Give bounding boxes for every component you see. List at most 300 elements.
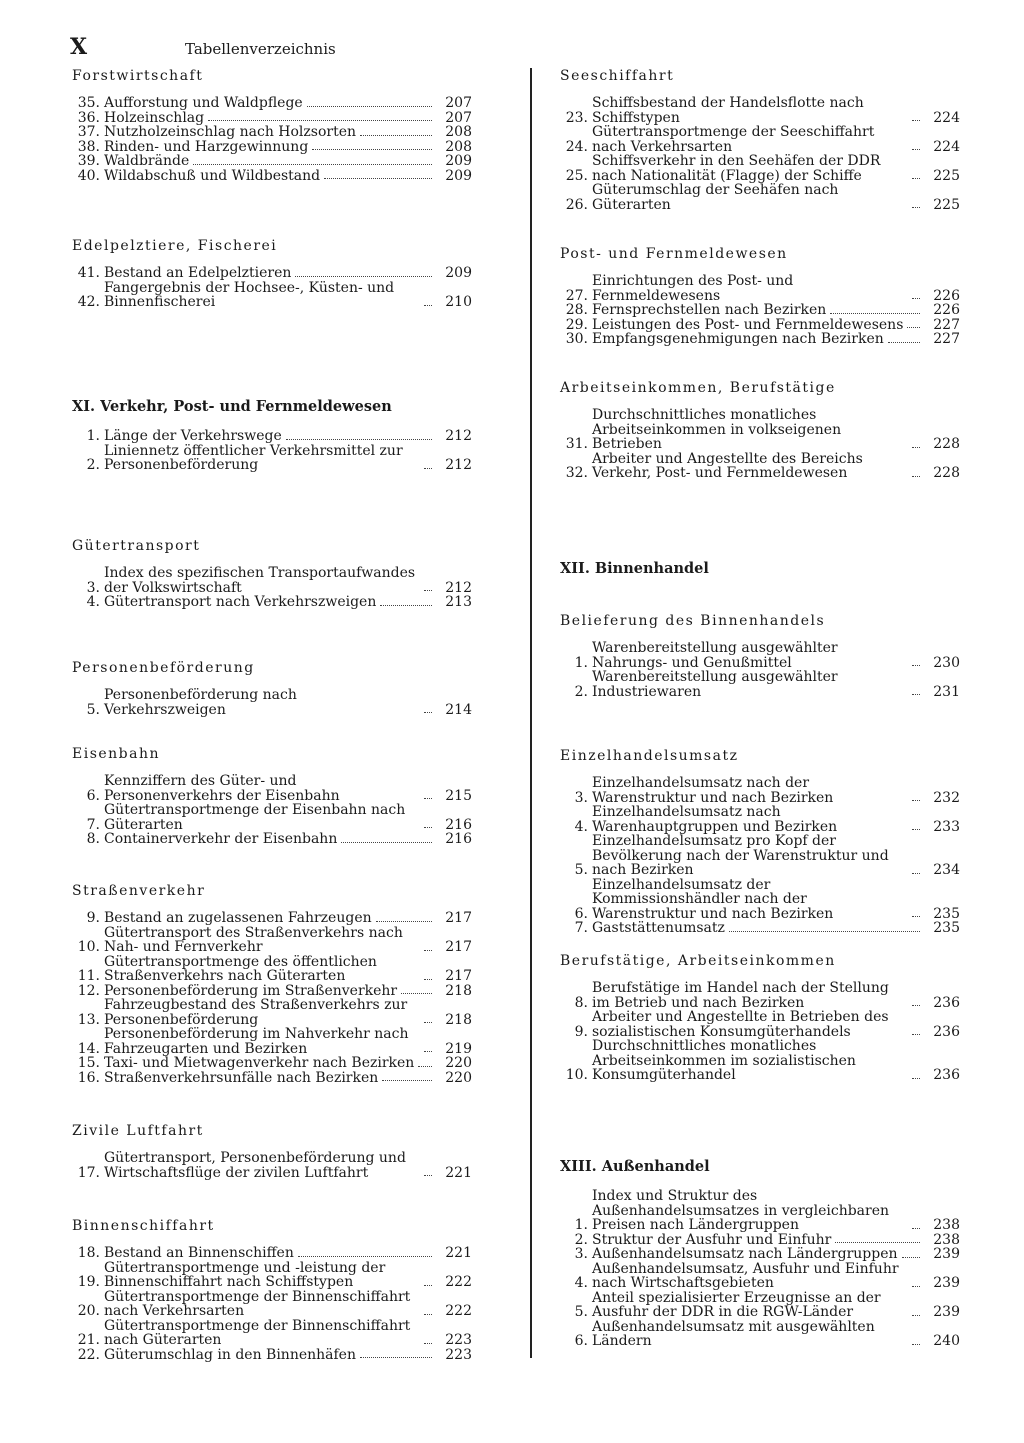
entry-number: 2. xyxy=(574,683,588,700)
entry-number: 3. xyxy=(86,579,100,596)
entry-number: 40. xyxy=(77,167,100,184)
entry-title: Waldbrände xyxy=(104,153,190,169)
entry-number: 12. xyxy=(77,982,100,999)
entry-number: 13. xyxy=(77,1011,100,1028)
entry-title: Taxi- und Mietwagenverkehr nach Bezirken xyxy=(104,1055,415,1071)
toc-section xyxy=(560,613,960,699)
entry-number: 21. xyxy=(77,1332,100,1348)
dot-leader xyxy=(424,1314,432,1315)
toc-entry[interactable] xyxy=(72,96,472,111)
dot-leader xyxy=(193,164,432,165)
entry-title: Einzelhandelsumsatz der Kommissionshändler nach der Warenstruktur und nach Bezirken xyxy=(592,878,908,922)
entry-title: Gütertransportmenge und -leistung der Binnenschiffahrt nach Schiffstypen xyxy=(104,1261,420,1290)
entry-number: 2. xyxy=(86,457,100,473)
toc-entry[interactable] xyxy=(72,566,472,595)
entry-number: 29. xyxy=(565,316,588,333)
dot-leader xyxy=(424,827,432,828)
entry-title: Containerverkehr der Eisenbahn xyxy=(104,831,338,847)
entry-page-number: 227 xyxy=(933,316,960,333)
toc-section xyxy=(72,238,472,310)
entry-title: Gütertransportmenge der Binnenschiffahrt nach Verkehrsarten xyxy=(104,1290,420,1319)
category-heading: Eisenbahn xyxy=(72,746,161,762)
entry-number: 5. xyxy=(574,1304,588,1320)
entry-title: Rinden- und Harzgewinnung xyxy=(104,138,309,155)
entry-page-number: 227 xyxy=(933,331,960,347)
toc-entry[interactable] xyxy=(72,444,472,473)
entry-title: Bestand an zugelassenen Fahrzeugen xyxy=(104,910,372,926)
entry-title: Einrichtungen des Post- und Fernmeldewesens xyxy=(592,274,908,303)
entry-number: 4. xyxy=(574,818,588,835)
entry-number: 6. xyxy=(574,1333,588,1349)
entry-title: Aufforstung und Waldpflege xyxy=(104,95,303,111)
dot-leader xyxy=(888,342,920,343)
dot-leader xyxy=(208,120,432,121)
toc-entry[interactable] xyxy=(72,832,472,847)
entry-title: Index des spezifischen Transportaufwandes der Volkswirtschaft xyxy=(104,566,420,595)
entry-number: 7. xyxy=(86,816,100,833)
entry-number: 3. xyxy=(574,789,588,806)
toc-entry[interactable] xyxy=(72,111,472,126)
toc-entry[interactable] xyxy=(560,776,960,805)
toc-entry[interactable] xyxy=(560,1233,960,1248)
dot-leader xyxy=(912,1078,920,1079)
entry-page-number: 236 xyxy=(933,1023,960,1040)
dot-leader xyxy=(341,842,432,843)
toc-section xyxy=(560,560,960,591)
entry-number: 1. xyxy=(86,428,100,444)
entry-title: Gütertransport, Personenbeförderung und Wirtschaftsflüge der zivilen Luftfahrt xyxy=(104,1151,420,1180)
dot-leader xyxy=(912,178,920,179)
entry-number: 17. xyxy=(77,1164,100,1181)
entry-page-number: 230 xyxy=(933,654,960,671)
entry-title: Gütertransportmenge der Binnenschiffahrt nach Güterarten xyxy=(104,1319,420,1348)
toc-entry[interactable] xyxy=(72,1261,472,1290)
entry-page-number: 222 xyxy=(445,1274,472,1290)
dot-leader xyxy=(424,1343,432,1344)
toc-entry[interactable] xyxy=(560,332,960,347)
entry-title: Anteil spezialisierter Erzeugnisse an der Ausfuhr der DDR in die RGW-Länder xyxy=(592,1291,908,1320)
entry-title: Index und Struktur des Außenhandelsumsatzes in vergleichbaren Preisen nach Ländergruppen xyxy=(592,1189,908,1233)
entry-page-number: 224 xyxy=(933,109,960,126)
toc-entry[interactable] xyxy=(560,1291,960,1320)
entry-number: 1. xyxy=(574,1217,588,1233)
toc-entry[interactable] xyxy=(560,183,960,212)
entry-number: 23. xyxy=(565,109,588,126)
entry-number: 19. xyxy=(77,1274,100,1290)
category-heading: Straßenverkehr xyxy=(72,883,206,899)
chapter-heading: XIII. Außenhandel xyxy=(560,1158,710,1175)
entry-page-number: 233 xyxy=(933,818,960,835)
entry-number: 35. xyxy=(77,95,100,111)
dot-leader xyxy=(424,468,432,469)
entry-page-number: 216 xyxy=(445,816,472,833)
entry-title: Gütertransportmenge der Seeschiffahrt nach Verkehrsarten xyxy=(592,125,908,154)
entry-title: Personenbeförderung im Straßenverkehr xyxy=(104,982,398,999)
entry-page-number: 228 xyxy=(933,465,960,481)
entry-page-number: 212 xyxy=(445,579,472,596)
entry-page-number: 228 xyxy=(933,436,960,452)
entry-number: 42. xyxy=(77,294,100,310)
toc-entry[interactable] xyxy=(72,688,472,717)
entry-page-number: 221 xyxy=(445,1245,472,1261)
entry-title: Güterumschlag in den Binnenhäfen xyxy=(104,1346,356,1363)
dot-leader xyxy=(912,1005,920,1006)
entry-title: Fangergebnis der Hochsee-, Küsten- und Binnenfischerei xyxy=(104,281,420,310)
entry-title: Bestand an Edelpelztieren xyxy=(104,265,292,281)
dot-leader xyxy=(907,327,920,328)
toc-entry[interactable] xyxy=(560,452,960,481)
toc-entry[interactable] xyxy=(560,1039,960,1083)
category-heading: Berufstätige, Arbeitseinkommen xyxy=(560,953,836,969)
entry-title: Personenbeförderung nach Verkehrszweigen xyxy=(104,688,420,717)
entry-page-number: 240 xyxy=(933,1333,960,1349)
entry-number: 25. xyxy=(565,167,588,184)
entry-number: 28. xyxy=(565,302,588,318)
toc-entry[interactable] xyxy=(72,1151,472,1180)
toc-section xyxy=(560,953,960,1083)
entry-title: Personenbeförderung im Nahverkehr nach Fahrzeugarten und Bezirken xyxy=(104,1027,420,1056)
entry-title: Einzelhandelsumsatz nach der Warenstruktur und nach Bezirken xyxy=(592,776,908,805)
entry-number: 10. xyxy=(565,1067,588,1083)
toc-entry[interactable] xyxy=(72,774,472,803)
entry-page-number: 219 xyxy=(445,1040,472,1057)
entry-number: 8. xyxy=(86,831,100,847)
entry-page-number: 216 xyxy=(445,831,472,847)
entry-title: Empfangsgenehmigungen nach Bezirken xyxy=(592,331,884,347)
column-divider xyxy=(530,68,532,1358)
entry-number: 1. xyxy=(574,654,588,671)
toc-entry[interactable] xyxy=(72,1071,472,1086)
entry-title: Einzelhandelsumsatz nach Warenhauptgruppen und Bezirken xyxy=(592,805,908,834)
toc-entry[interactable] xyxy=(72,1290,472,1319)
category-heading: Binnenschiffahrt xyxy=(72,1218,215,1234)
entry-number: 2. xyxy=(574,1231,588,1248)
entry-page-number: 226 xyxy=(933,302,960,318)
entry-page-number: 209 xyxy=(445,167,472,184)
entry-title: Außenhandelsumsatz, Ausfuhr und Einfuhr nach Wirtschaftsgebieten xyxy=(592,1262,908,1291)
entry-title: Gaststättenumsatz xyxy=(592,920,725,936)
toc-entry[interactable] xyxy=(560,670,960,699)
toc-entry[interactable] xyxy=(560,1189,960,1233)
entry-number: 9. xyxy=(574,1023,588,1040)
entry-number: 18. xyxy=(77,1245,100,1261)
toc-section xyxy=(72,1218,472,1362)
toc-entry[interactable] xyxy=(560,1010,960,1039)
entry-title: Einzelhandelsumsatz pro Kopf der Bevölkerung nach der Warenstruktur und nach Bezirken xyxy=(592,834,908,878)
dot-leader xyxy=(902,1257,920,1258)
entry-number: 4. xyxy=(86,594,100,610)
entry-page-number: 225 xyxy=(933,196,960,213)
dot-leader xyxy=(307,106,432,107)
toc-section xyxy=(560,68,960,212)
entry-title: Berufstätige im Handel nach der Stellung im Betrieb und nach Bezirken xyxy=(592,981,908,1010)
dot-leader xyxy=(830,313,920,314)
entry-number: 9. xyxy=(86,910,100,926)
dot-leader xyxy=(424,979,432,980)
toc-entry[interactable] xyxy=(560,641,960,670)
category-heading: Seeschiffahrt xyxy=(560,68,675,84)
entry-page-number: 222 xyxy=(445,1303,472,1319)
dot-leader xyxy=(835,1242,920,1243)
entry-title: Gütertransport des Straßenverkehrs nach Nah- und Fernverkehr xyxy=(104,926,420,955)
entry-page-number: 232 xyxy=(933,789,960,806)
entry-page-number: 217 xyxy=(445,939,472,955)
entry-page-number: 235 xyxy=(933,905,960,922)
entry-page-number: 236 xyxy=(933,994,960,1011)
toc-entry[interactable] xyxy=(560,981,960,1010)
toc-section xyxy=(72,883,472,1085)
entry-title: Außenhandelsumsatz mit ausgewählten Ländern xyxy=(592,1320,908,1349)
entry-page-number: 208 xyxy=(445,124,472,140)
category-heading: Belieferung des Binnenhandels xyxy=(560,613,826,629)
toc-entry[interactable] xyxy=(560,921,960,936)
entry-page-number: 217 xyxy=(445,968,472,984)
entry-title: Arbeiter und Angestellte in Betrieben des sozialistischen Konsumgüterhandels xyxy=(592,1010,908,1039)
entry-page-number: 223 xyxy=(445,1346,472,1363)
entry-title: Güterumschlag der Seehäfen nach Güterarten xyxy=(592,183,908,212)
toc-entry[interactable] xyxy=(560,1262,960,1291)
entry-page-number: 220 xyxy=(445,1055,472,1071)
entry-number: 15. xyxy=(77,1055,100,1071)
dot-leader xyxy=(912,800,920,801)
entry-title: Gütertransportmenge des öffentlichen Straßenverkehrs nach Güterarten xyxy=(104,955,420,984)
dot-leader xyxy=(424,1022,432,1023)
entry-title: Länge der Verkehrswege xyxy=(104,428,282,444)
toc-entry[interactable] xyxy=(72,281,472,310)
dot-leader xyxy=(298,1256,432,1257)
dot-leader xyxy=(912,1034,920,1035)
entry-page-number: 215 xyxy=(445,787,472,804)
entry-page-number: 226 xyxy=(933,287,960,304)
toc-section xyxy=(560,246,960,347)
toc-entry[interactable] xyxy=(72,984,472,999)
entry-number: 22. xyxy=(77,1346,100,1363)
toc-section xyxy=(72,660,472,717)
category-heading: Gütertransport xyxy=(72,538,201,554)
toc-entry[interactable] xyxy=(72,1246,472,1261)
toc-entry[interactable] xyxy=(72,1348,472,1363)
entry-title: Gütertransport nach Verkehrszweigen xyxy=(104,594,377,610)
toc-entry[interactable] xyxy=(72,803,472,832)
toc-entry[interactable] xyxy=(560,834,960,878)
toc-section xyxy=(72,398,472,473)
dot-leader xyxy=(912,1315,920,1316)
toc-entry[interactable] xyxy=(560,1320,960,1349)
page-header xyxy=(70,34,336,60)
entry-page-number: 218 xyxy=(445,1011,472,1028)
dot-leader xyxy=(424,1285,432,1286)
entry-number: 24. xyxy=(565,138,588,155)
dot-leader xyxy=(424,1175,432,1176)
toc-entry[interactable] xyxy=(560,125,960,154)
category-heading: Einzelhandelsumsatz xyxy=(560,748,739,764)
dot-leader xyxy=(376,921,432,922)
entry-title: Warenbereitstellung ausgewählter Industriewaren xyxy=(592,670,908,699)
entry-page-number: 239 xyxy=(933,1275,960,1291)
entry-page-number: 220 xyxy=(445,1069,472,1086)
dot-leader xyxy=(912,829,920,830)
entry-number: 38. xyxy=(77,138,100,155)
entry-title: Struktur der Ausfuhr und Einfuhr xyxy=(592,1231,832,1248)
toc-entry[interactable] xyxy=(72,429,472,444)
dot-leader xyxy=(912,207,920,208)
entry-page-number: 214 xyxy=(445,701,472,718)
entry-number: 4. xyxy=(574,1275,588,1291)
entry-page-number: 207 xyxy=(445,95,472,111)
toc-section xyxy=(72,538,472,610)
dot-leader xyxy=(912,1286,920,1287)
entry-page-number: 238 xyxy=(933,1217,960,1233)
dot-leader xyxy=(729,931,920,932)
toc-entry[interactable] xyxy=(72,266,472,281)
entry-title: Fahrzeugbestand des Straßenverkehrs zur Personenbeförderung xyxy=(104,998,420,1027)
dot-leader xyxy=(912,1228,920,1229)
entry-title: Liniennetz öffentlicher Verkehrsmittel zur Personenbeförderung xyxy=(104,444,420,473)
toc-entry[interactable] xyxy=(72,911,472,926)
entry-number: 30. xyxy=(565,331,588,347)
entry-number: 16. xyxy=(77,1069,100,1086)
category-heading: Forstwirtschaft xyxy=(72,68,204,84)
dot-leader xyxy=(912,476,920,477)
entry-page-number: 218 xyxy=(445,982,472,999)
dot-leader xyxy=(401,993,432,994)
entry-page-number: 209 xyxy=(445,153,472,169)
dot-leader xyxy=(912,873,920,874)
dot-leader xyxy=(295,276,432,277)
toc-section xyxy=(72,68,472,183)
entry-page-number: 210 xyxy=(445,294,472,310)
entry-page-number: 213 xyxy=(445,594,472,610)
entry-number: 11. xyxy=(77,968,100,984)
entry-title: Holzeinschlag xyxy=(104,109,205,126)
entry-page-number: 225 xyxy=(933,167,960,184)
toc-entry[interactable] xyxy=(72,169,472,184)
page-title: Tabellenverzeichnis xyxy=(185,40,336,58)
category-heading: Zivile Luftfahrt xyxy=(72,1123,204,1139)
dot-leader xyxy=(912,694,920,695)
entry-number: 39. xyxy=(77,153,100,169)
entry-page-number: 231 xyxy=(933,683,960,700)
dot-leader xyxy=(424,798,432,799)
entry-title: Wildabschuß und Wildbestand xyxy=(104,167,321,184)
dot-leader xyxy=(424,950,432,951)
entry-number: 32. xyxy=(565,465,588,481)
toc-section xyxy=(72,1123,472,1180)
entry-title: Durchschnittliches monatliches Arbeitseinkommen in volkseigenen Betrieben xyxy=(592,408,908,452)
toc-entry[interactable] xyxy=(560,805,960,834)
entry-number: 5. xyxy=(574,862,588,878)
entry-title: Nutzholzeinschlag nach Holzsorten xyxy=(104,124,357,140)
chapter-heading: XI. Verkehr, Post- und Fernmeldewesen xyxy=(72,398,392,415)
category-heading: Edelpelztiere, Fischerei xyxy=(72,238,278,254)
toc-section xyxy=(560,380,960,481)
toc-entry[interactable] xyxy=(72,998,472,1027)
chapter-heading: XII. Binnenhandel xyxy=(560,560,709,577)
entry-number: 6. xyxy=(574,905,588,922)
entry-page-number: 212 xyxy=(445,428,472,444)
dot-leader xyxy=(912,665,920,666)
dot-leader xyxy=(382,1080,432,1081)
entry-number: 14. xyxy=(77,1040,100,1057)
entry-number: 6. xyxy=(86,787,100,804)
entry-title: Schiffsverkehr in den Seehäfen der DDR nach Nationalität (Flagge) der Schiffe xyxy=(592,154,908,183)
entry-number: 3. xyxy=(574,1246,588,1262)
page-roman-number: X xyxy=(70,34,88,60)
entry-number: 10. xyxy=(77,939,100,955)
toc-entry[interactable] xyxy=(560,303,960,318)
toc-entry[interactable] xyxy=(72,125,472,140)
entry-title: Warenbereitstellung ausgewählter Nahrungs- und Genußmittel xyxy=(592,641,908,670)
toc-entry[interactable] xyxy=(72,1319,472,1348)
toc-entry[interactable] xyxy=(560,1247,960,1262)
category-heading: Personenbeförderung xyxy=(72,660,255,676)
entry-number: 5. xyxy=(86,701,100,718)
entry-page-number: 207 xyxy=(445,109,472,126)
dot-leader xyxy=(286,439,432,440)
toc-entry[interactable] xyxy=(72,140,472,155)
dot-leader xyxy=(424,590,432,591)
toc-entry[interactable] xyxy=(560,274,960,303)
toc-section xyxy=(560,748,960,936)
toc-entry[interactable] xyxy=(560,96,960,125)
toc-entry[interactable] xyxy=(72,955,472,984)
entry-number: 41. xyxy=(77,265,100,281)
entry-title: Straßenverkehrsunfälle nach Bezirken xyxy=(104,1069,379,1086)
entry-page-number: 224 xyxy=(933,138,960,155)
entry-number: 7. xyxy=(574,920,588,936)
entry-page-number: 239 xyxy=(933,1246,960,1262)
toc-entry[interactable] xyxy=(560,878,960,922)
toc-entry[interactable] xyxy=(72,926,472,955)
entry-number: 37. xyxy=(77,124,100,140)
dot-leader xyxy=(424,712,432,713)
toc-entry[interactable] xyxy=(560,154,960,183)
entry-title: Leistungen des Post- und Fernmeldewesens xyxy=(592,316,904,333)
toc-entry[interactable] xyxy=(72,1027,472,1056)
entry-title: Kennziffern des Güter- und Personenverkehrs der Eisenbahn xyxy=(104,774,420,803)
toc-section xyxy=(72,746,472,847)
entry-title: Fernsprechstellen nach Bezirken xyxy=(592,302,827,318)
entry-page-number: 209 xyxy=(445,265,472,281)
entry-number: 26. xyxy=(565,196,588,213)
entry-number: 8. xyxy=(574,994,588,1011)
entry-title: Bestand an Binnenschiffen xyxy=(104,1245,294,1261)
dot-leader xyxy=(912,120,920,121)
dot-leader xyxy=(912,298,920,299)
entry-page-number: 239 xyxy=(933,1304,960,1320)
dot-leader xyxy=(424,305,432,306)
toc-entry[interactable] xyxy=(72,154,472,169)
entry-number: 36. xyxy=(77,109,100,126)
dot-leader xyxy=(360,135,432,136)
toc-entry[interactable] xyxy=(72,595,472,610)
entry-page-number: 208 xyxy=(445,138,472,155)
entry-title: Durchschnittliches monatliches Arbeitseinkommen im sozialistischen Konsumgüterhandel xyxy=(592,1039,908,1083)
dot-leader xyxy=(912,1344,920,1345)
dot-leader xyxy=(912,447,920,448)
toc-entry[interactable] xyxy=(560,318,960,333)
toc-entry[interactable] xyxy=(72,1056,472,1071)
dot-leader xyxy=(324,178,432,179)
toc-entry[interactable] xyxy=(560,408,960,452)
category-heading: Post- und Fernmeldewesen xyxy=(560,246,788,262)
entry-number: 31. xyxy=(565,436,588,452)
entry-page-number: 235 xyxy=(933,920,960,936)
entry-title: Außenhandelsumsatz nach Ländergruppen xyxy=(592,1246,898,1262)
dot-leader xyxy=(912,149,920,150)
entry-number: 20. xyxy=(77,1303,100,1319)
entry-number: 27. xyxy=(565,287,588,304)
